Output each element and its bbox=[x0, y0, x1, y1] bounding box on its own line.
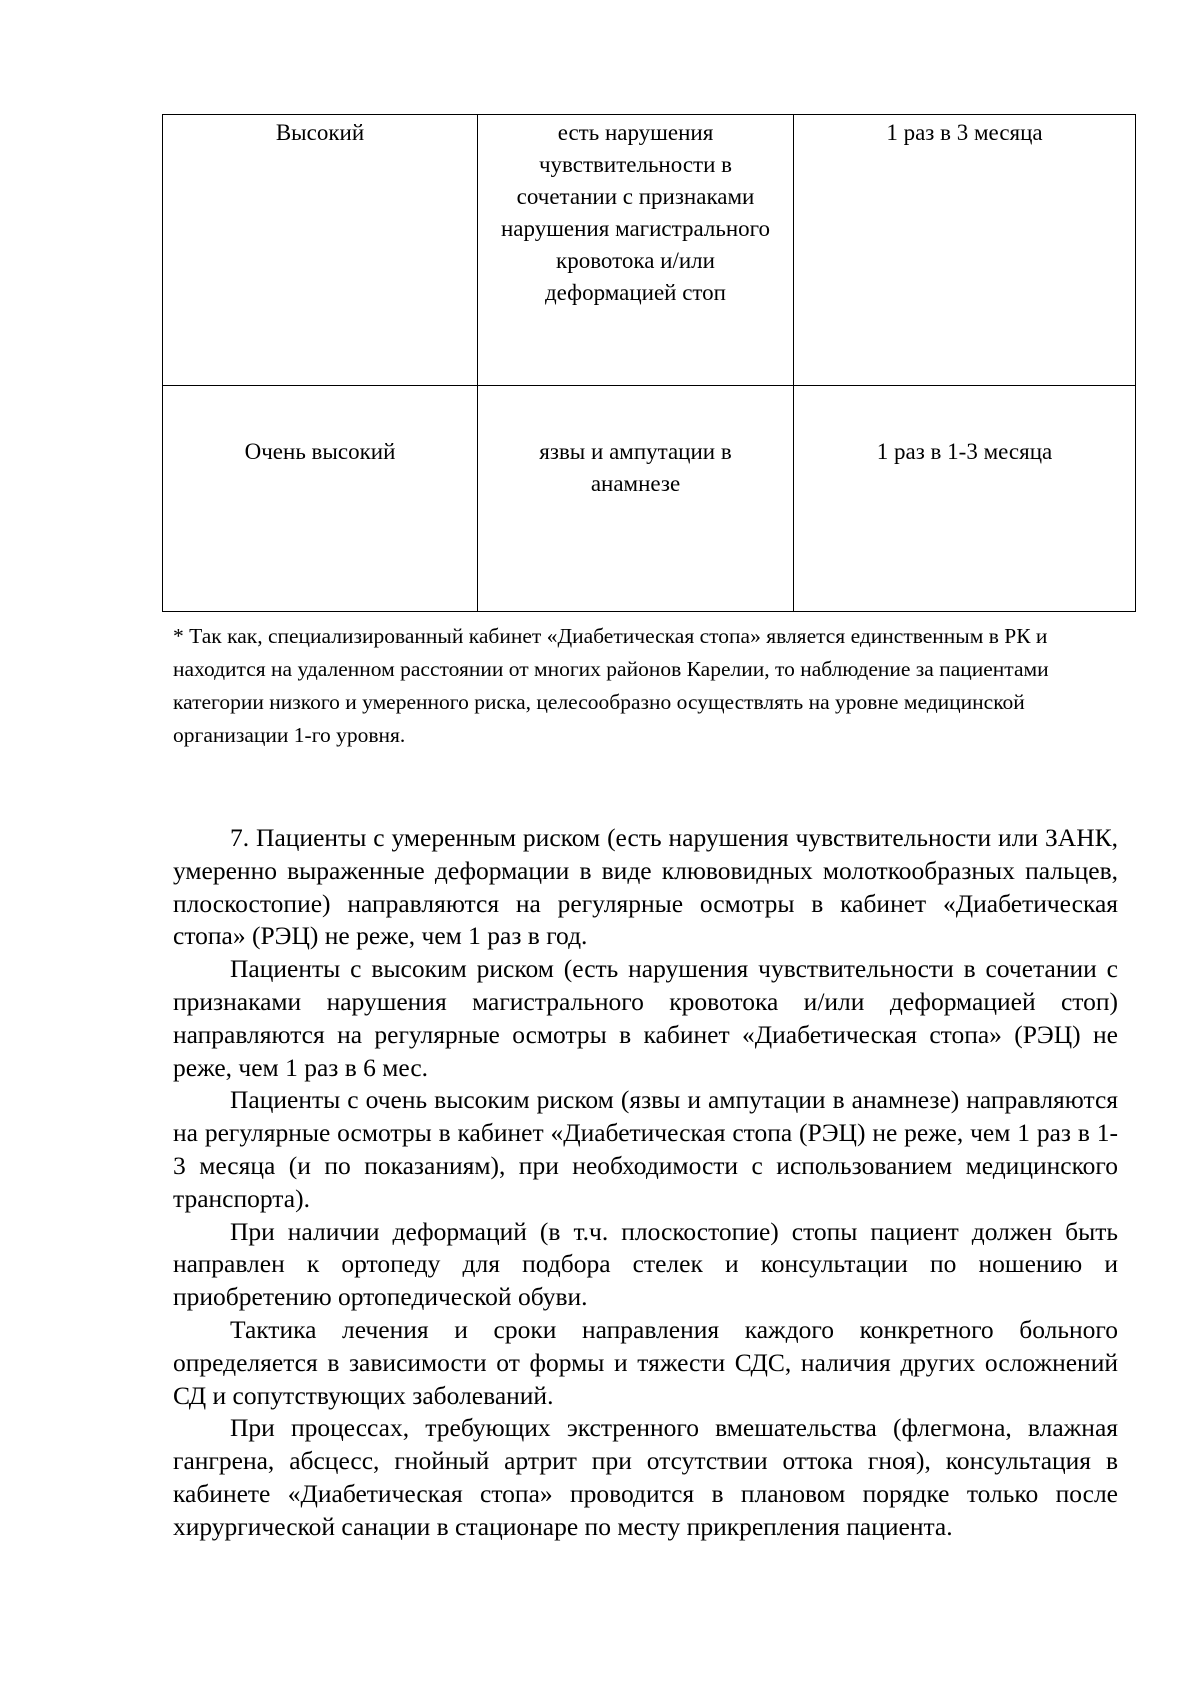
paragraph-emergency: При процессах, требующих экстренного вмешательства (флегмона, влажная гангрена, абсцесс, гнойный артрит при отсутствии оттока гноя), консультация в кабинете «Диабетическая стопа» проводится в плановом порядке только после хирургической санации в стационаре по месту прикрепления пациента. bbox=[173, 1413, 1118, 1541]
risk-criteria-cell: язвы и ампутации в анамнезе bbox=[478, 386, 794, 612]
body-text bbox=[173, 822, 1118, 1544]
risk-level-cell: Высокий bbox=[163, 115, 478, 386]
paragraph-high-risk: Пациенты с высоким риском (есть нарушения чувствительности в сочетании с признаками нарушения магистрального кровотока и/или деформацией стоп) направляются на регулярные осмотры в кабинет «Диабетическая стопа» (РЭЦ) не реже, чем 1 раз в 6 мес. bbox=[173, 954, 1118, 1082]
paragraph-treatment-tactics: Тактика лечения и сроки направления каждого конкретного больного определяется в зависимости от формы и тяжести СДС, наличия других осложнений СД и сопутствующих заболеваний. bbox=[173, 1314, 1118, 1410]
table-row bbox=[163, 386, 1136, 612]
exam-frequency-cell: 1 раз в 1-3 месяца bbox=[794, 386, 1136, 612]
paragraph-orthopedist: При наличии деформаций (в т.ч. плоскостопие) стопы пациент должен быть направлен к ортопеду для подбора стелек и консультации по ношению и приобретению ортопедической обуви. bbox=[173, 1216, 1118, 1312]
risk-table bbox=[162, 114, 1136, 612]
table-row bbox=[163, 115, 1136, 386]
risk-level-cell: Очень высокий bbox=[163, 386, 478, 612]
paragraph-very-high-risk: Пациенты с очень высоким риском (язвы и ампутации в анамнезе) направляются на регулярные осмотры в кабинет «Диабетическая стопа (РЭЦ) не реже, чем 1 раз в 1-3 месяца (и по показаниям), при необходимости с использованием медицинского транспорта). bbox=[173, 1085, 1118, 1213]
paragraph-moderate-risk: 7. Пациенты с умеренным риском (есть нарушения чувствительности или ЗАНК, умеренно выраженные деформации в виде клювовидных молоткообразных пальцев, плоскостопие) направляются на регулярные осмотры в кабинет «Диабетическая стопа» (РЭЦ) не реже, чем 1 раз в год. bbox=[173, 823, 1118, 951]
risk-criteria-cell: есть нарушения чувствительности в сочетании с признаками нарушения магистрального кровотока и/или деформацией стоп bbox=[478, 115, 794, 386]
exam-frequency-cell: 1 раз в 3 месяца bbox=[794, 115, 1136, 386]
table-footnote: * Так как, специализированный кабинет «Диабетическая стопа» является единственным в РК и находится на удаленном расстоянии от многих районов Карелии, то наблюдение за пациентами категории низкого и умеренного риска, целесообразно осуществлять на уровне медицинской организации 1-го уровня. bbox=[173, 624, 1049, 747]
